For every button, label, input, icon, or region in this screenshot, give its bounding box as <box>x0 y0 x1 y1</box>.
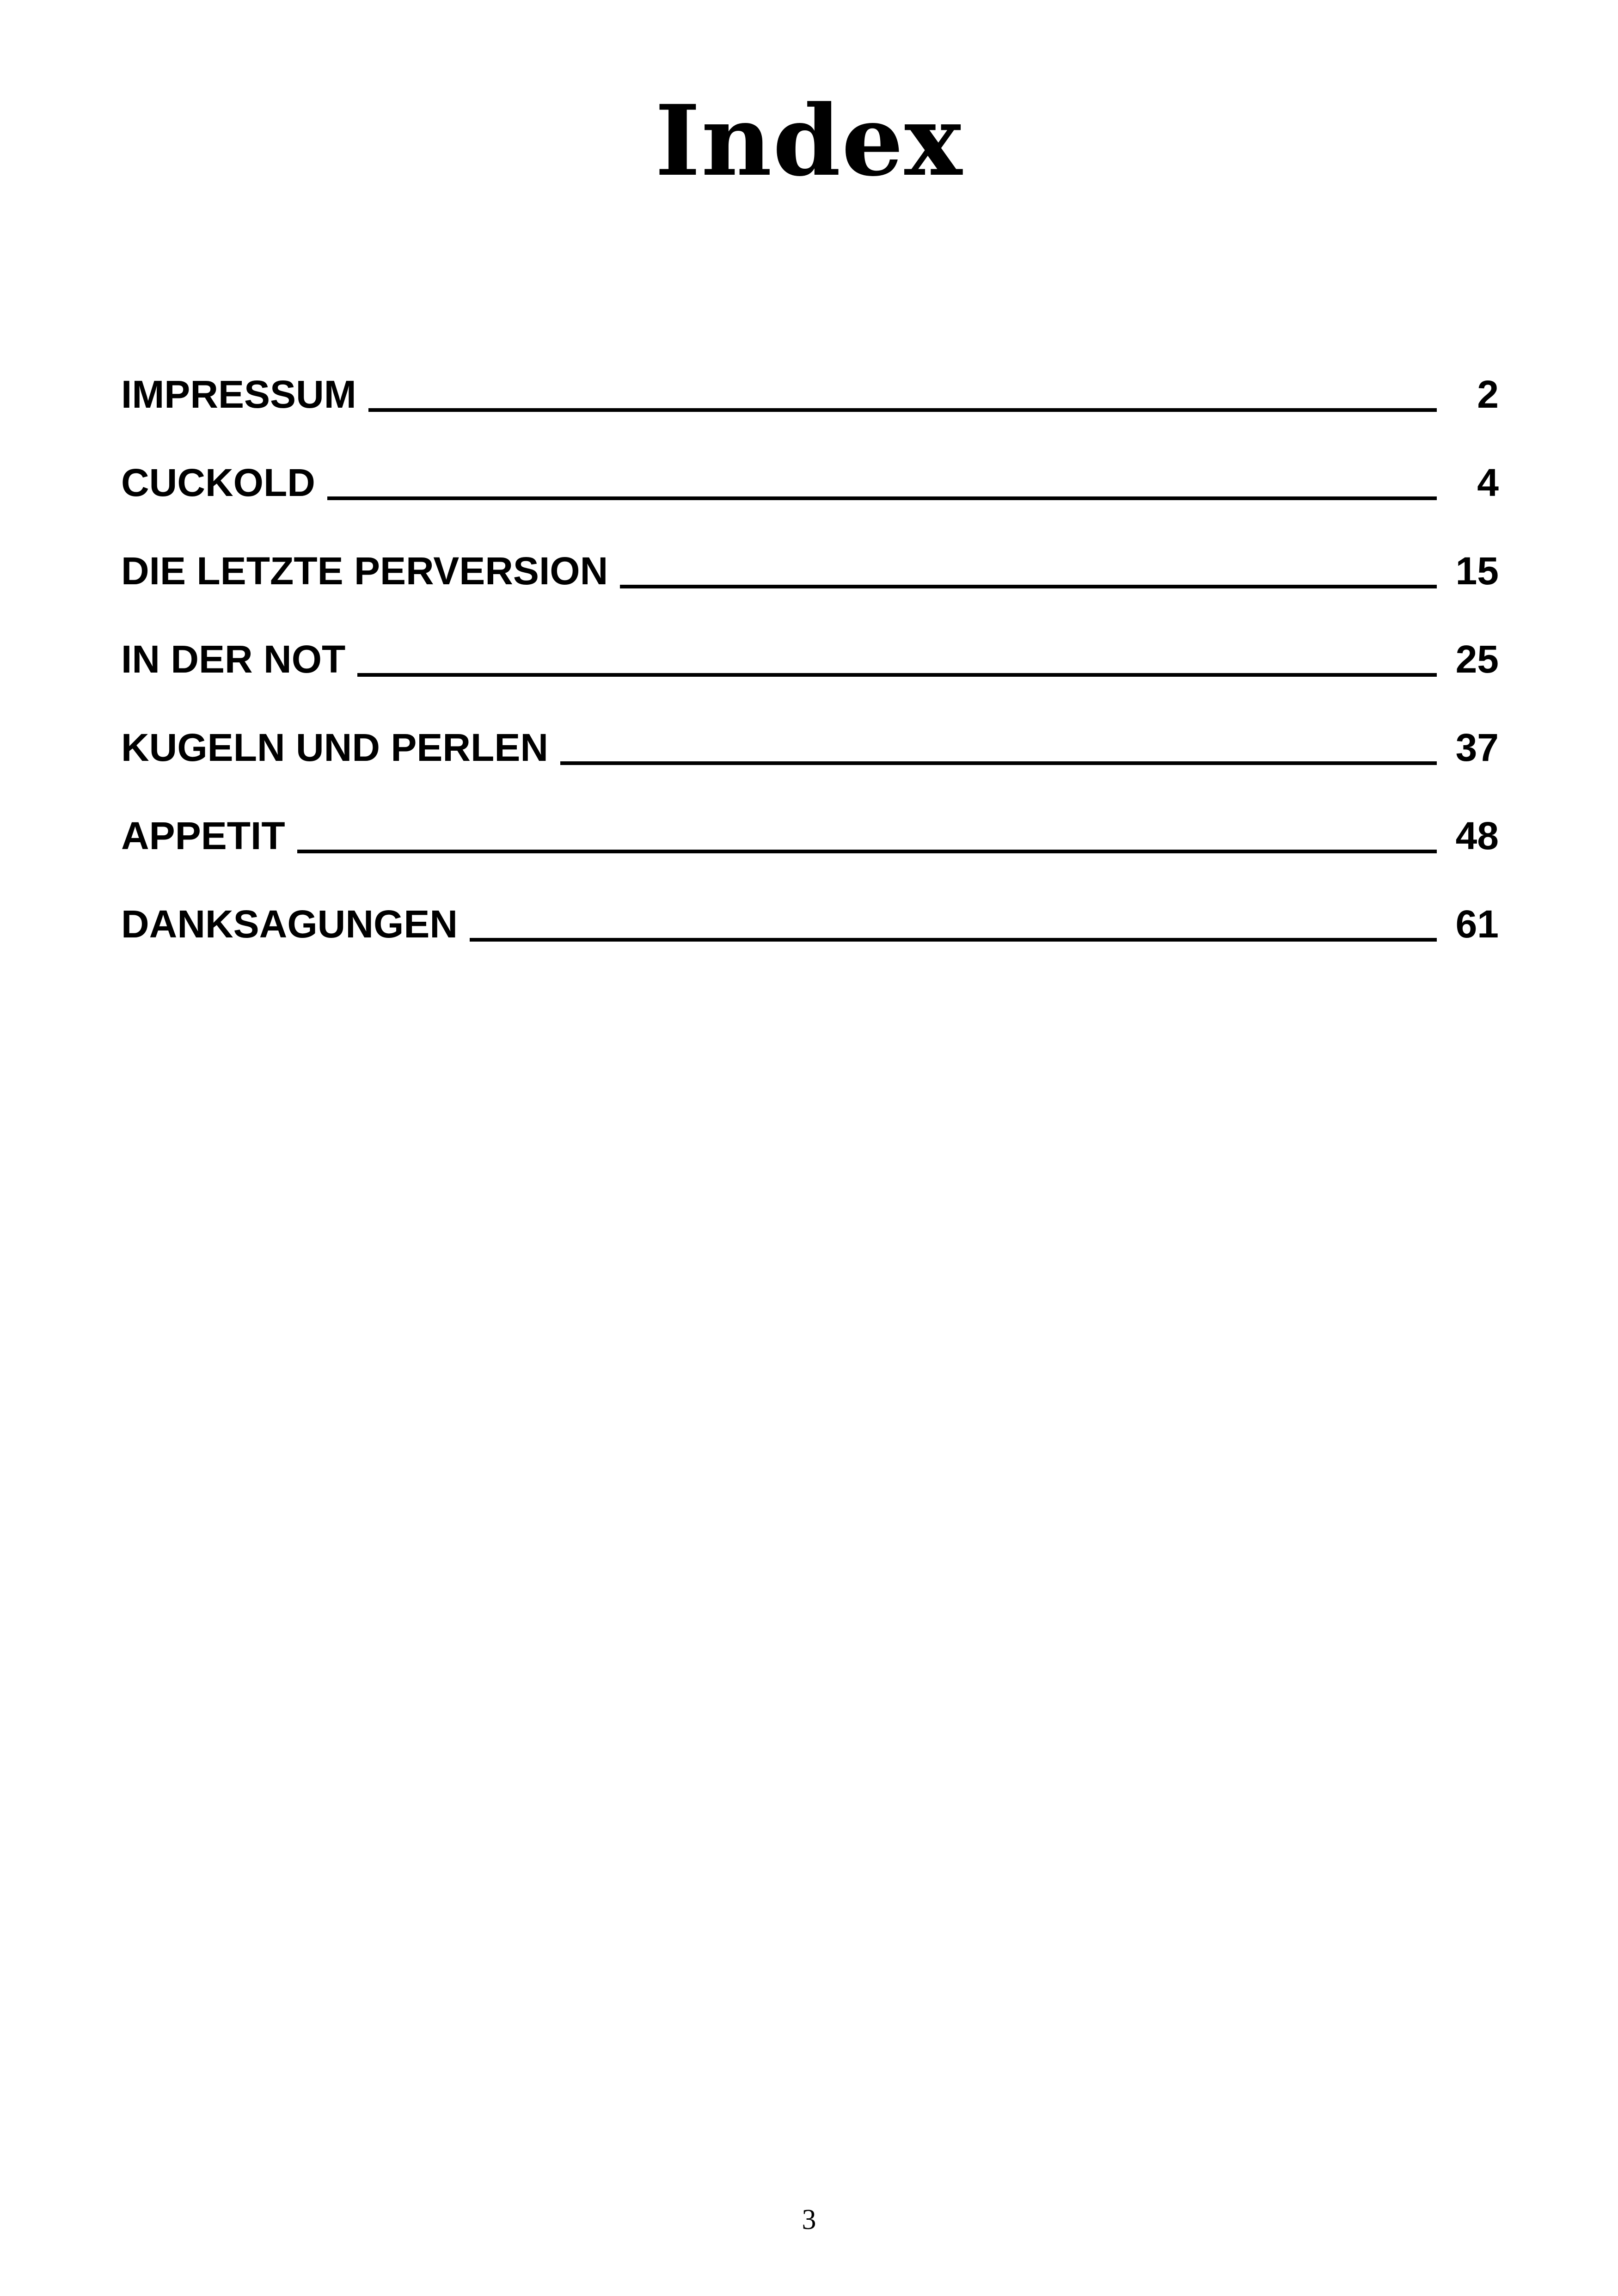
toc-entry-impressum <box>121 329 1499 417</box>
toc-entry-die-letzte-perversion <box>121 506 1499 594</box>
toc-entry-page: 37 <box>1455 726 1499 769</box>
toc-leader-line <box>620 585 1437 588</box>
toc-entry-title: IMPRESSUM <box>121 373 356 416</box>
toc-leader-line <box>297 850 1437 853</box>
toc-entry-kugeln-und-perlen <box>121 682 1499 771</box>
toc-leader-line <box>368 408 1437 412</box>
table-of-contents <box>121 329 1499 947</box>
toc-entry-title: APPETIT <box>121 814 285 857</box>
page-title: Index <box>655 84 963 198</box>
page-number: 3 <box>802 2204 816 2235</box>
toc-entry-page: 15 <box>1455 549 1499 593</box>
toc-leader-line <box>357 673 1437 677</box>
toc-entry-title: DIE LETZTE PERVERSION <box>121 549 608 593</box>
toc-entry-page: 2 <box>1477 373 1499 416</box>
toc-entry-title: KUGELN UND PERLEN <box>121 726 549 769</box>
toc-entry-cuckold <box>121 417 1499 506</box>
toc-entry-in-der-not <box>121 594 1499 682</box>
toc-entry-title: CUCKOLD <box>121 461 315 504</box>
toc-entry-page: 61 <box>1455 902 1499 946</box>
toc-leader-line <box>470 938 1437 942</box>
toc-leader-line <box>560 761 1437 765</box>
toc-entry-title: IN DER NOT <box>121 637 346 681</box>
toc-leader-line <box>327 496 1437 500</box>
toc-entry-page: 4 <box>1477 461 1499 504</box>
toc-entry-title: DANKSAGUNGEN <box>121 902 458 946</box>
toc-entry-danksagungen <box>121 859 1499 947</box>
toc-entry-appetit <box>121 771 1499 859</box>
toc-entry-page: 25 <box>1455 637 1499 681</box>
toc-entry-page: 48 <box>1455 814 1499 857</box>
